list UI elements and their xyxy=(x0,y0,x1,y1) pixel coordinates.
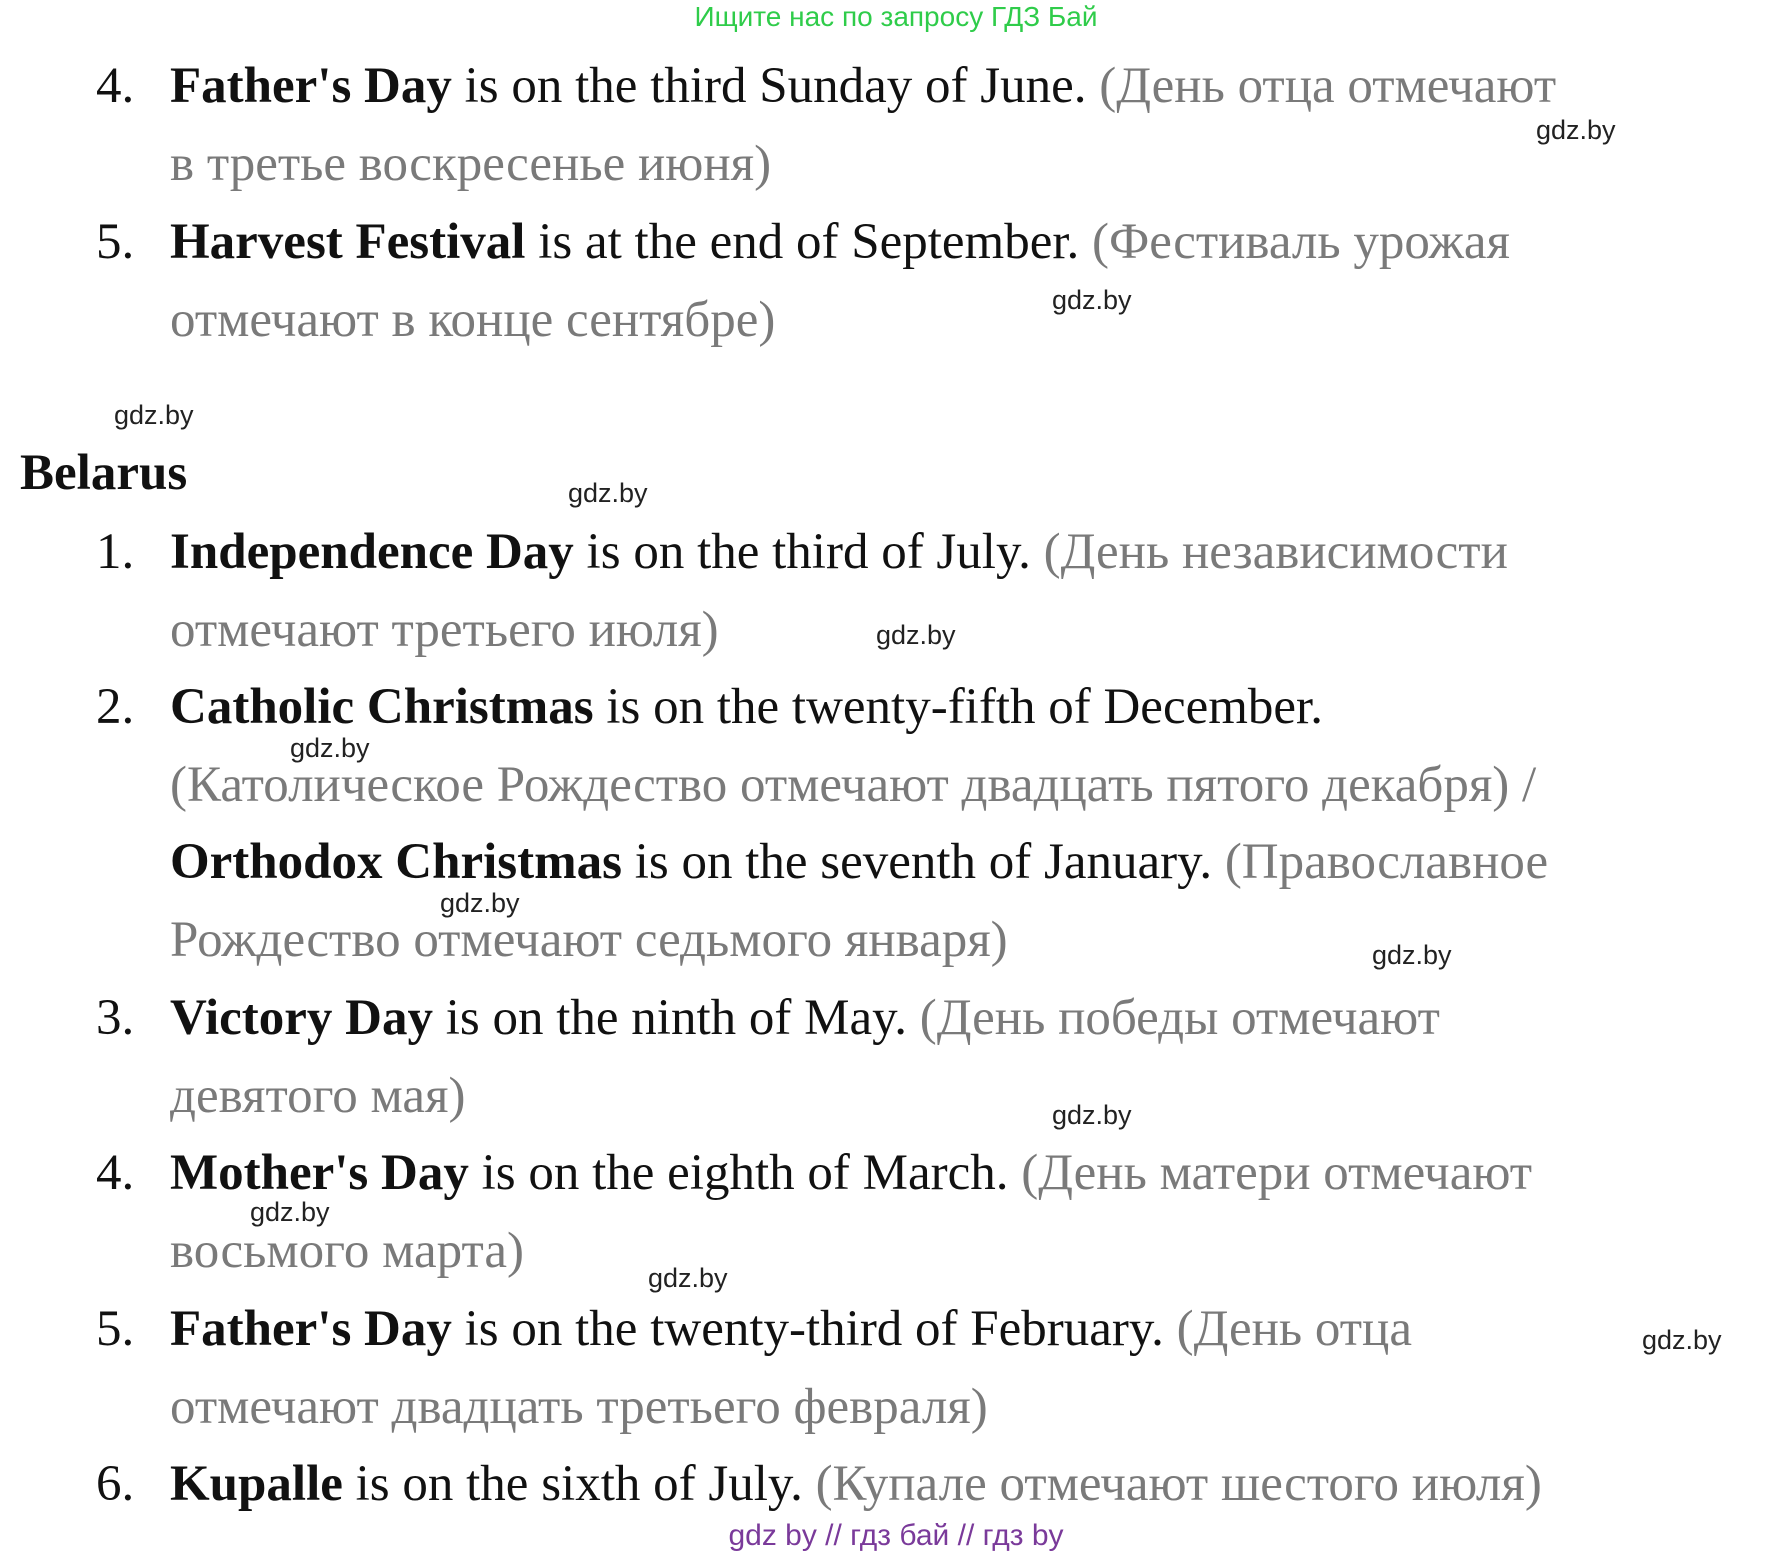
list-item-line xyxy=(170,988,1440,1048)
holiday-name: Victory Day xyxy=(170,990,433,1046)
holiday-name: Father's Day xyxy=(170,1301,452,1357)
list-number: 4. xyxy=(96,1145,135,1201)
russian-translation: (День отца xyxy=(1176,1301,1412,1357)
holiday-name: Harvest Festival xyxy=(170,214,526,270)
english-sentence: is on the third of July. xyxy=(573,524,1044,580)
russian-translation: (День победы отмечают xyxy=(919,990,1440,1046)
watermark: gdz.by xyxy=(250,1197,330,1227)
list-number: 6. xyxy=(96,1456,135,1512)
russian-translation: девятого мая) xyxy=(170,1068,466,1124)
russian-translation: (Католическое Рождество отмечают двадцать пятого декабря) / xyxy=(170,757,1537,813)
list-number: 2. xyxy=(96,679,135,735)
russian-translation: отмечают третьего июля) xyxy=(170,602,719,658)
section-heading: Belarus xyxy=(20,445,188,501)
russian-translation: отмечают в конце сентябре) xyxy=(170,292,776,348)
english-sentence: is at the end of September. xyxy=(525,214,1093,270)
russian-translation: (Купале отмечают шестого июля) xyxy=(815,1456,1542,1512)
holiday-name: Father's Day xyxy=(170,58,452,114)
footer-links[interactable]: gdz by // гдз бай // гдз by xyxy=(728,1519,1064,1552)
english-sentence: is on the ninth of May. xyxy=(432,990,920,1046)
watermark: gdz.by xyxy=(114,400,194,430)
holiday-name: Catholic Christmas xyxy=(170,679,594,735)
russian-translation: (Фестиваль урожая xyxy=(1092,214,1510,270)
holiday-name: Mother's Day xyxy=(170,1145,469,1201)
watermark: gdz.by xyxy=(876,620,956,650)
english-sentence: is on the sixth of July. xyxy=(342,1456,816,1512)
watermark: gdz.by xyxy=(440,888,520,918)
holiday-name: Kupalle xyxy=(170,1456,343,1512)
russian-translation: (Православное xyxy=(1224,834,1549,890)
watermark: gdz.by xyxy=(648,1263,728,1293)
english-sentence: is on the eighth of March. xyxy=(468,1145,1022,1201)
russian-translation: (День отца отмечают xyxy=(1099,58,1557,114)
watermark: gdz.by xyxy=(568,478,648,508)
list-number: 1. xyxy=(96,524,135,580)
holiday-name: Orthodox Christmas xyxy=(170,834,622,890)
list-item-line xyxy=(170,677,1323,737)
russian-translation: Рождество отмечают седьмого января) xyxy=(170,912,1008,968)
watermark: gdz.by xyxy=(290,733,370,763)
watermark: gdz.by xyxy=(1052,285,1132,315)
watermark: gdz.by xyxy=(1052,1100,1132,1130)
list-item-line xyxy=(170,1454,1542,1514)
list-number: 5. xyxy=(96,1301,135,1357)
list-item-line xyxy=(170,1299,1412,1359)
list-item-line xyxy=(170,1143,1532,1203)
holiday-name: Independence Day xyxy=(170,524,574,580)
russian-translation: отмечают двадцать третьего февраля) xyxy=(170,1379,988,1435)
list-number: 4. xyxy=(96,58,135,114)
english-sentence: is on the seventh of January. xyxy=(621,834,1225,890)
russian-translation: восьмого марта) xyxy=(170,1223,524,1279)
list-item-line xyxy=(170,832,1548,892)
list-number: 5. xyxy=(96,214,135,270)
list-item-line xyxy=(170,56,1556,116)
watermark: gdz.by xyxy=(1642,1325,1722,1355)
watermark: gdz.by xyxy=(1372,940,1452,970)
english-sentence: is on the third Sunday of June. xyxy=(451,58,1100,114)
english-sentence: is on the twenty-fifth of December. xyxy=(593,679,1323,735)
russian-translation: (День матери отмечают xyxy=(1021,1145,1533,1201)
list-number: 3. xyxy=(96,990,135,1046)
english-sentence: is on the twenty-third of February. xyxy=(451,1301,1177,1357)
top-search-hint[interactable]: Ищите нас по запросу ГДЗ Бай xyxy=(694,1,1098,32)
watermark: gdz.by xyxy=(1536,115,1616,145)
russian-translation: (День независимости xyxy=(1043,524,1508,580)
list-item-line xyxy=(170,212,1510,272)
russian-translation: в третье воскресенье июня) xyxy=(170,136,772,192)
list-item-line xyxy=(170,522,1508,582)
